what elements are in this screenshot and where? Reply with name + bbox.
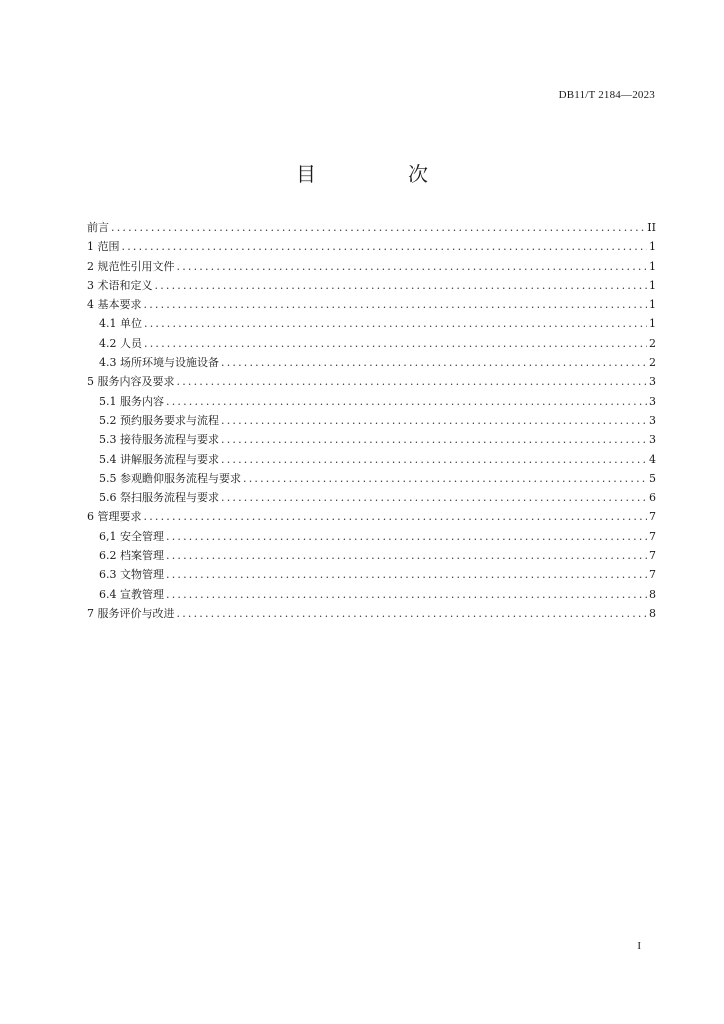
toc-entry[interactable] [87, 585, 656, 604]
toc-entry[interactable] [87, 276, 656, 295]
toc-dot-leader [177, 372, 648, 391]
toc-entry-label: 3 术语和定义 [87, 278, 153, 292]
toc-entry[interactable] [87, 295, 656, 314]
toc-dot-leader [166, 527, 647, 546]
toc-entry-page: 3 [649, 413, 656, 427]
toc-entry-label: 4 基本要求 [87, 298, 142, 312]
toc-entry-label: 5 服务内容及要求 [87, 375, 175, 389]
toc-entry-label: 4.1 单位 [99, 317, 142, 331]
toc-entry[interactable] [87, 411, 656, 430]
toc-dot-leader [221, 488, 647, 507]
toc-entry[interactable] [87, 546, 656, 565]
toc-entry[interactable] [87, 218, 656, 237]
toc-entry[interactable] [87, 565, 656, 584]
toc-entry[interactable] [87, 372, 656, 391]
toc-entry-label: 4.2 人员 [99, 336, 142, 350]
toc-entry-label: 前言 [87, 221, 109, 234]
toc-dot-leader [221, 430, 647, 449]
toc-entry-label: 2 规范性引用文件 [87, 259, 175, 273]
toc-entry-page: 1 [649, 240, 656, 254]
toc-entry[interactable] [87, 257, 656, 276]
toc-entry-label: 7 服务评价与改进 [87, 606, 175, 620]
toc-entry[interactable] [87, 334, 656, 353]
toc-dot-leader [166, 392, 647, 411]
toc-dot-leader [144, 334, 647, 353]
toc-entry[interactable] [87, 237, 656, 256]
toc-dot-leader [177, 604, 648, 623]
toc-dot-leader [144, 507, 648, 526]
toc-entry-label: 1 范围 [87, 240, 120, 254]
toc-entry-label: 5.5 参观瞻仰服务流程与要求 [99, 471, 241, 485]
toc-dot-leader [221, 353, 647, 372]
toc-entry-page: II [647, 221, 656, 234]
toc-entry-page: 7 [649, 510, 656, 524]
toc-entry-label: 5.3 接待服务流程与要求 [99, 433, 219, 447]
toc-entry[interactable] [87, 604, 656, 623]
toc-dot-leader [166, 585, 647, 604]
toc-entry-label: 5.1 服务内容 [99, 394, 164, 408]
toc-entry-page: 4 [649, 452, 656, 466]
toc-entry[interactable] [87, 430, 656, 449]
toc-dot-leader [177, 257, 648, 276]
document-code: DB11/T 2184—2023 [558, 89, 655, 101]
toc-entry-label: 5.2 预约服务要求与流程 [99, 413, 219, 427]
table-of-contents [87, 218, 656, 623]
toc-entry-label: 5.4 讲解服务流程与要求 [99, 452, 219, 466]
toc-entry-label: 6.4 宣教管理 [99, 587, 164, 601]
toc-entry-page: 7 [649, 529, 656, 543]
toc-entry-page: 5 [649, 471, 656, 485]
page-title: 目 次 [296, 162, 464, 186]
toc-dot-leader [166, 565, 647, 584]
toc-dot-leader [144, 295, 648, 314]
toc-entry-page: 1 [649, 317, 656, 331]
toc-entry-page: 3 [649, 433, 656, 447]
toc-entry-label: 6.2 档案管理 [99, 549, 164, 563]
toc-entry[interactable] [87, 469, 656, 488]
toc-entry-page: 1 [649, 278, 656, 292]
toc-dot-leader [144, 314, 647, 333]
toc-entry-page: 2 [649, 336, 656, 350]
toc-dot-leader [243, 469, 647, 488]
toc-dot-leader [221, 450, 647, 469]
toc-entry-page: 7 [649, 568, 656, 582]
page-number: I [637, 940, 641, 952]
toc-entry-label: 5.6 祭扫服务流程与要求 [99, 491, 219, 505]
toc-entry-label: 6,1 安全管理 [99, 529, 164, 543]
toc-entry-page: 3 [649, 375, 656, 389]
toc-entry-label: 4.3 场所环境与设施设备 [99, 356, 219, 370]
toc-entry-page: 3 [649, 394, 656, 408]
toc-entry-page: 1 [649, 298, 656, 312]
toc-dot-leader [111, 218, 645, 237]
toc-entry[interactable] [87, 353, 656, 372]
toc-entry-page: 6 [649, 491, 656, 505]
toc-entry-page: 2 [649, 356, 656, 370]
toc-dot-leader [122, 237, 648, 256]
toc-entry[interactable] [87, 507, 656, 526]
toc-entry-page: 8 [649, 587, 656, 601]
toc-entry-page: 7 [649, 549, 656, 563]
toc-entry-page: 8 [649, 606, 656, 620]
toc-entry-page: 1 [649, 259, 656, 273]
toc-entry-label: 6 管理要求 [87, 510, 142, 524]
toc-entry[interactable] [87, 527, 656, 546]
toc-entry[interactable] [87, 488, 656, 507]
toc-dot-leader [155, 276, 648, 295]
toc-entry[interactable] [87, 314, 656, 333]
toc-dot-leader [166, 546, 647, 565]
toc-dot-leader [221, 411, 647, 430]
toc-entry[interactable] [87, 450, 656, 469]
toc-entry[interactable] [87, 392, 656, 411]
toc-entry-label: 6.3 文物管理 [99, 568, 164, 582]
